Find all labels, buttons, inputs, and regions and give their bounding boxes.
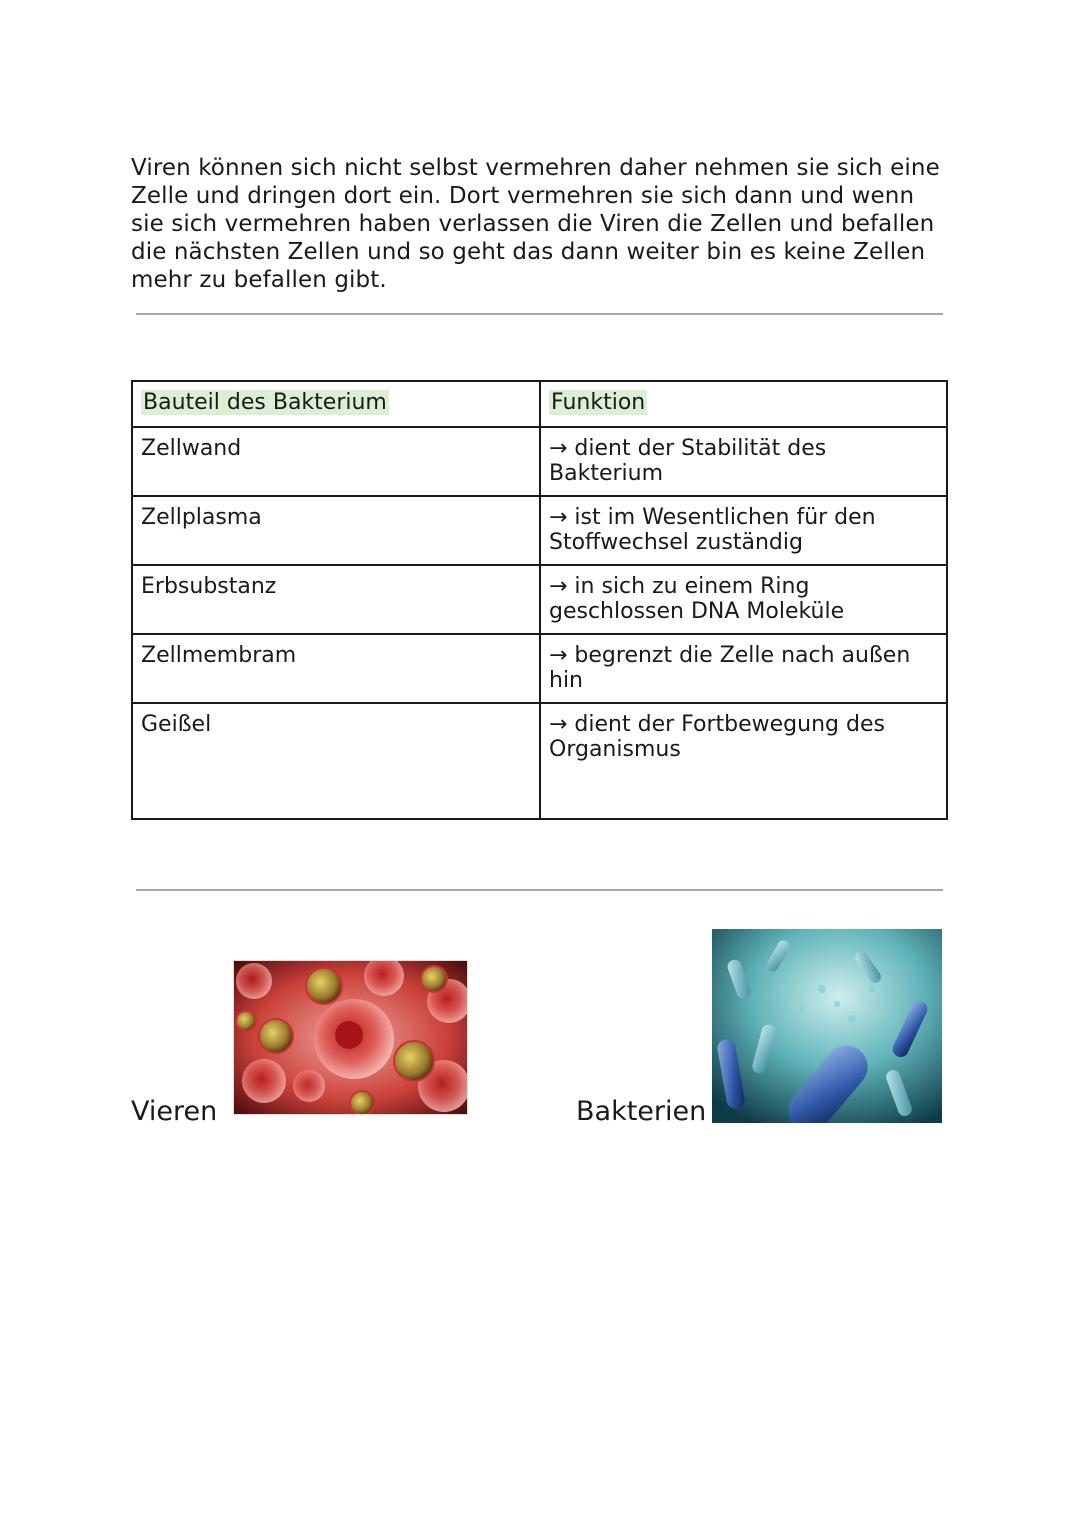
table-row <box>132 634 947 703</box>
table-header-row <box>132 381 947 427</box>
bacteria-parts-table <box>131 380 948 820</box>
cell-part: Erbsubstanz <box>132 565 540 634</box>
cell-function: → dient der Stabilität des Bakterium <box>540 427 947 496</box>
cell-part: Zellwand <box>132 427 540 496</box>
viren-caption: Vieren <box>131 1096 218 1127</box>
cell-part: Zellmembram <box>132 634 540 703</box>
table-row <box>132 703 947 819</box>
table-row <box>132 496 947 565</box>
cell-function: → ist im Wesentlichen für den Stoffwechsel zuständig <box>540 496 947 565</box>
cell-function: → dient der Fortbewegung des Organismus <box>540 703 947 819</box>
bakterien-caption: Bakterien <box>576 1096 707 1127</box>
header-function: Funktion <box>540 381 947 427</box>
table-row <box>132 565 947 634</box>
bacteria-image <box>712 929 942 1123</box>
cell-function: → begrenzt die Zelle nach außen hin <box>540 634 947 703</box>
virus-image <box>233 960 468 1115</box>
intro-paragraph: Viren können sich nicht selbst vermehren daher nehmen sie sich eine Zelle und dringen dort ein. Dort vermehren sie sich dann und wenn sie sich vermehren haben verlassen die Viren die Zellen und befallen die nächsten Zellen und so geht das dann weiter bin es keine Zellen mehr zu befallen gibt. <box>131 155 940 293</box>
cell-part: Zellplasma <box>132 496 540 565</box>
table-row <box>132 427 947 496</box>
header-part: Bauteil des Bakterium <box>132 381 540 427</box>
divider-bottom <box>136 889 943 891</box>
cell-part: Geißel <box>132 703 540 819</box>
cell-function: → in sich zu einem Ring geschlossen DNA Moleküle <box>540 565 947 634</box>
divider-top <box>136 313 943 315</box>
